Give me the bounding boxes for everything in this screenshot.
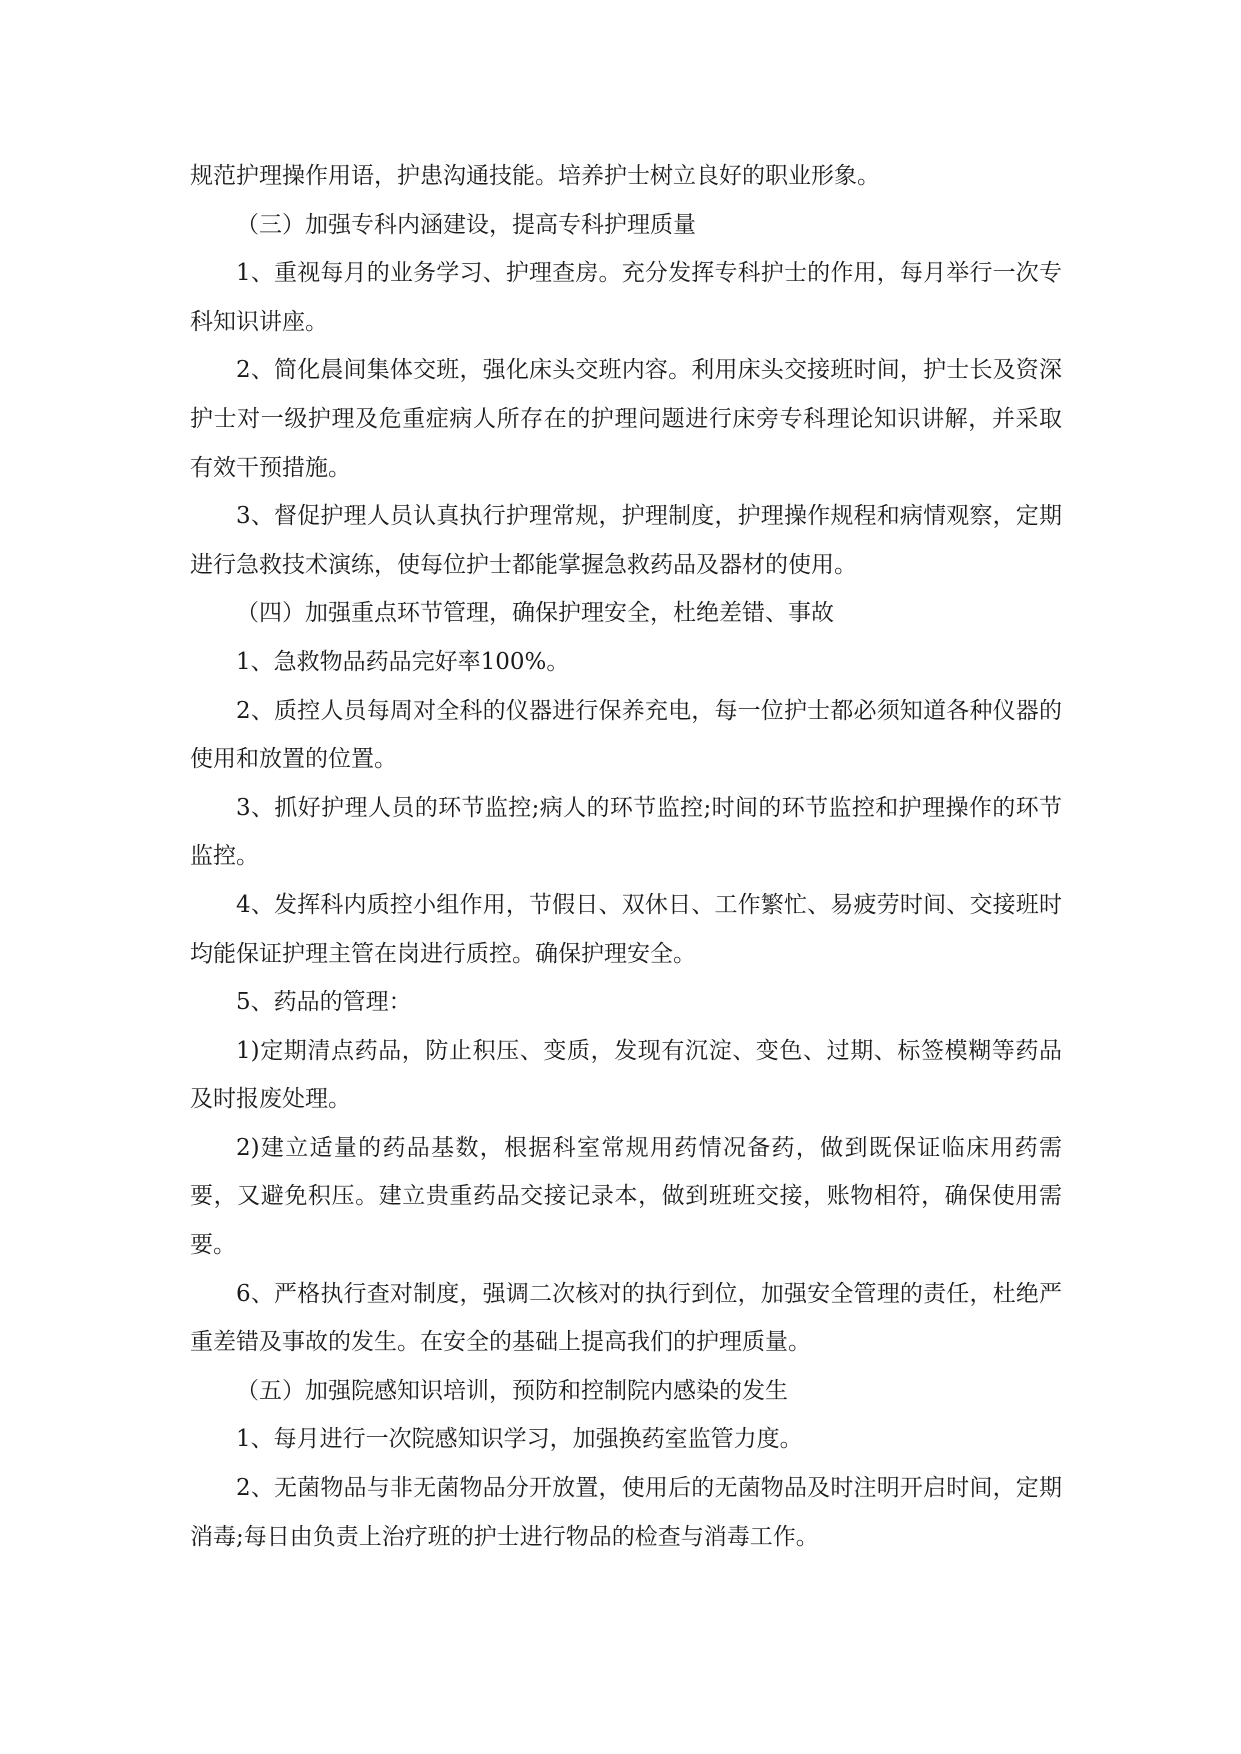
paragraph: 4、发挥科内质控小组作用，节假日、双休日、工作繁忙、易疲劳时间、交接班时均能保证护理主管在岗进行质控。确保护理安全。 xyxy=(190,891,1062,967)
section-heading: （四）加强重点环节管理，确保护理安全，杜绝差错、事故 xyxy=(236,600,834,627)
section-heading: （三）加强专科内涵建设，提高专科护理质量 xyxy=(236,211,696,238)
paragraph: 5、药品的管理： xyxy=(236,989,412,1016)
paragraph: 规范护理操作用语，护患沟通技能。培养护士树立良好的职业形象。 xyxy=(190,163,880,189)
paragraph: 6、严格执行查对制度，强调二次核对的执行到位，加强安全管理的责任，杜绝严重差错及事故的发生。在安全的基础上提高我们的护理质量。 xyxy=(190,1280,1062,1356)
paragraph: 1、每月进行一次院感知识学习，加强换药室监管力度。 xyxy=(236,1426,803,1453)
document-page xyxy=(190,152,1062,1561)
paragraph: 2、质控人员每周对全科的仪器进行保养充电，每一位护士都必须知道各种仪器的使用和放置的位置。 xyxy=(190,697,1062,773)
paragraph: 3、督促护理人员认真执行护理常规，护理制度，护理操作规程和病情观察，定期进行急救技术演练，使每位护士都能掌握急救药品及器材的使用。 xyxy=(190,503,1062,578)
paragraph: 1、重视每月的业务学习、护理查房。充分发挥专科护士的作用，每月举行一次专科知识讲座。 xyxy=(190,260,1062,335)
paragraph: 2、简化晨间集体交班，强化床头交班内容。利用床头交接班时间，护士长及资深护士对一级护理及危重症病人所存在的护理问题进行床旁专科理论知识讲解，并采取有效干预措施。 xyxy=(190,357,1062,481)
paragraph: 1)定期清点药品，防止积压、变质，发现有沉淀、变色、过期、标签模糊等药品及时报废处理。 xyxy=(190,1037,1062,1113)
paragraph: 3、抓好护理人员的环节监控;病人的环节监控;时间的环节监控和护理操作的环节监控。 xyxy=(190,794,1062,870)
paragraph: 1、急救物品药品完好率100%。 xyxy=(236,648,570,675)
paragraph: 2、无菌物品与非无菌物品分开放置，使用后的无菌物品及时注明开启时间，定期消毒;每日由负责上治疗班的护士进行物品的检查与消毒工作。 xyxy=(190,1475,1062,1550)
paragraph: 2)建立适量的药品基数，根据科室常规用药情况备药，做到既保证临床用药需要，又避免积压。建立贵重药品交接记录本，做到班班交接，账物相符，确保使用需要。 xyxy=(190,1134,1062,1259)
section-heading: （五）加强院感知识培训，预防和控制院内感染的发生 xyxy=(236,1377,788,1404)
